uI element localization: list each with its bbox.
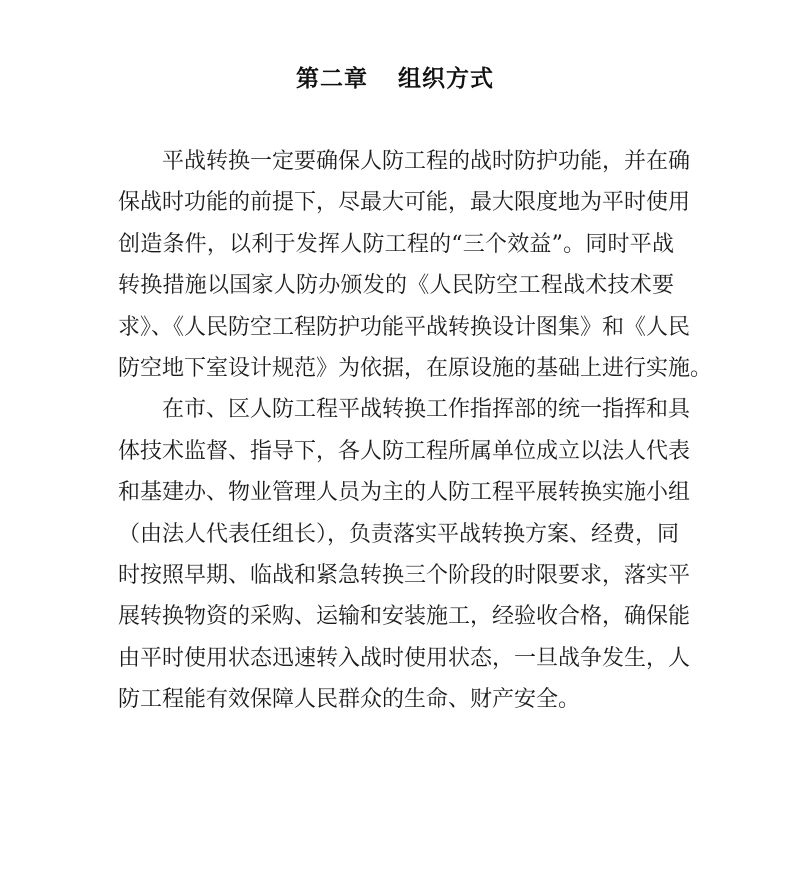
paragraph-1-line-1: 平战转换一定要确保人防工程的战时防护功能，并在确 [162,149,691,174]
paragraph-1-line-6: 防空地下室设计规范》为依据，在原设施的基础上进行实施。 [118,355,713,381]
chapter-heading [0,60,790,93]
paragraph-2-line-8: 防工程能有效保障人民群众的生命、财产安全。 [118,687,581,713]
paragraph-1-line-4: 转换措施以国家人防办颁发的《人民防空工程战术技术要 [118,273,674,299]
paragraph-1-line-2: 保战时功能的前提下，尽最大可能，最大限度地为平时使用 [118,190,691,216]
paragraph-1-line-5: 求》、《人民防空工程防护功能平战转换设计图集》和《人民 [118,314,691,340]
chapter-title: 组织方式 [398,66,494,92]
chapter-body [118,147,713,726]
paragraph-2-line-4: （由法人代表任组长），负责落实平战转换方案、经费，同 [118,521,680,547]
paragraph-2-line-5: 时按照早期、临战和紧急转换三个阶段的时限要求，落实平 [118,562,691,588]
paragraph-2-line-1: 在市、区人防工程平战转换工作指挥部的统一指挥和具 [162,397,691,423]
paragraph-2-line-2: 体技术监督、指导下，各人防工程所属单位成立以法人代表 [118,438,691,464]
chapter-number: 第二章 [296,66,368,92]
paragraph-1-line-3: 创造条件，以利于发挥人防工程的“三个效益”。同时平战 [118,231,674,257]
paragraph-2-line-3: 和基建办、物业管理人员为主的人防工程平展转换实施小组 [118,480,691,506]
paragraph-2-line-7: 由平时使用状态迅速转入战时使用状态，一旦战争发生，人 [118,645,691,671]
paragraph-2-line-6: 展转换物资的采购、运输和安装施工，经验收合格，确保能 [118,604,691,630]
